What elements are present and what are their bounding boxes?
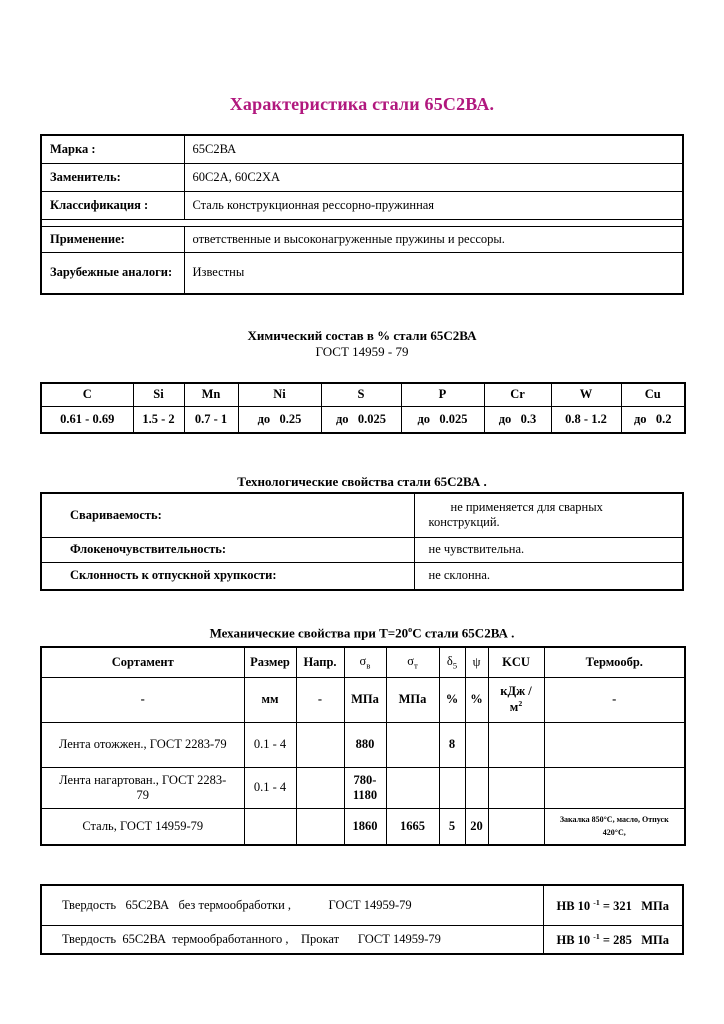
- tech-label-svarivaemost: Свариваемость:: [41, 493, 414, 537]
- table-row: [41, 925, 683, 954]
- table-row: [41, 191, 683, 219]
- mech-header-sortament: Сортамент: [41, 647, 244, 677]
- info-label-klassifikaciya: Классификация :: [41, 191, 184, 219]
- mech-header-delta5: [439, 647, 465, 677]
- mech-row2-delta5: [439, 767, 465, 808]
- chem-section-heading: Химический состав в % стали 65С2ВА: [247, 328, 477, 343]
- chem-header-s: S: [321, 383, 401, 406]
- mech-row1-delta5: 8: [439, 722, 465, 767]
- chem-value-ni: до 0.25: [238, 406, 321, 433]
- hardness-row2-value: [543, 925, 683, 954]
- mech-row2-termoobr: [544, 767, 685, 808]
- mech-heading-degree: о: [408, 625, 413, 634]
- delta-symbol: δ: [446, 654, 453, 669]
- mech-section-heading: [40, 625, 684, 641]
- chem-value-w: 0.8 - 1.2: [551, 406, 621, 433]
- mech-row2-sortament: Лента нагартован., ГОСТ 2283-79: [41, 767, 244, 808]
- table-row: [41, 135, 683, 163]
- sigma-symbol: σ: [407, 654, 414, 669]
- tech-value-floken: не чувствительна.: [414, 537, 683, 562]
- hb-prefix: НВ 10: [556, 932, 594, 947]
- mech-row2-psi: [465, 767, 488, 808]
- mech-row2-kcu: [488, 767, 544, 808]
- tech-value-svarivaemost: не применяется для сварных конструкций.: [414, 493, 683, 537]
- kcu-unit-squared: 2: [518, 699, 523, 709]
- info-value-zamenitel: 60С2А, 60С2ХА: [184, 163, 683, 191]
- sigma-symbol: σ: [359, 654, 367, 669]
- tech-value-hrupkost: не склонна.: [414, 562, 683, 590]
- chem-composition-table: [40, 382, 686, 434]
- chem-header-cr: Cr: [484, 383, 551, 406]
- mech-unit-delta5: %: [439, 677, 465, 722]
- info-label-primenenie: Применение:: [41, 226, 184, 252]
- mech-unit-razmer: мм: [244, 677, 296, 722]
- chem-value-cr: до 0.3: [484, 406, 551, 433]
- hardness-row1-value: [543, 885, 683, 925]
- mech-row1-termoobr: [544, 722, 685, 767]
- mech-header-sigma-t: [386, 647, 439, 677]
- mech-header-row: [41, 647, 685, 677]
- kcu-unit-m: м: [509, 700, 519, 715]
- mech-row1-razmer: 0.1 - 4: [244, 722, 296, 767]
- chem-header-row: [41, 383, 685, 406]
- chem-value-c: 0.61 - 0.69: [41, 406, 133, 433]
- sigma-v-subscript: в: [366, 660, 371, 671]
- mech-row1-sigma-v: 880: [344, 722, 386, 767]
- kcu-unit-line1: кДж /: [500, 684, 532, 699]
- chem-header-mn: Mn: [184, 383, 238, 406]
- chem-header-ni: Ni: [238, 383, 321, 406]
- delta-subscript: 5: [452, 660, 458, 671]
- mech-header-kcu: KCU: [488, 647, 544, 677]
- mech-unit-napr: -: [296, 677, 344, 722]
- info-label-marka: Марка :: [41, 135, 184, 163]
- mech-header-termoobr: Термообр.: [544, 647, 685, 677]
- chem-header-cu: Cu: [621, 383, 685, 406]
- tech-section-heading: Технологические свойства стали 65С2ВА .: [237, 474, 487, 489]
- hb-exponent: -1: [593, 897, 600, 907]
- info-value-marka: 65С2ВА: [184, 135, 683, 163]
- chem-header-p: P: [401, 383, 484, 406]
- sigma-t-subscript: т: [413, 660, 418, 671]
- mech-unit-kcu: [488, 677, 544, 722]
- chem-value-si: 1.5 - 2: [133, 406, 184, 433]
- mech-row2-sigma-v: 780-1180: [344, 767, 386, 808]
- mech-unit-sortament: -: [41, 677, 244, 722]
- table-row: [41, 163, 683, 191]
- mech-row3-napr: [296, 808, 344, 845]
- mech-row3-kcu: [488, 808, 544, 845]
- hardness-row1-desc: Твердость 65С2ВА без термообработки , ГОСТ 14959-79: [41, 885, 543, 925]
- tech-properties-table: [40, 492, 684, 591]
- steel-info-table: [40, 134, 684, 295]
- table-row: [41, 537, 683, 562]
- info-value-primenenie: ответственные и высоконагруженные пружины и рессоры.: [184, 226, 683, 252]
- chem-value-s: до 0.025: [321, 406, 401, 433]
- table-row: [41, 808, 685, 845]
- hb-prefix: НВ 10: [556, 898, 594, 913]
- chem-header-c: C: [41, 383, 133, 406]
- page-title: Характеристика стали 65С2ВА.: [229, 94, 495, 114]
- mech-unit-sigma-v: МПа: [344, 677, 386, 722]
- mech-header-napr: Напр.: [296, 647, 344, 677]
- tech-label-hrupkost: Склонность к отпускной хрупкости:: [41, 562, 414, 590]
- hb-value: = 321 МПа: [599, 898, 670, 913]
- mech-unit-sigma-t: МПа: [386, 677, 439, 722]
- table-row: [41, 562, 683, 590]
- mech-header-razmer: Размер: [244, 647, 296, 677]
- info-label-analogi: Зарубежные аналоги:: [41, 252, 184, 294]
- mech-row1-psi: [465, 722, 488, 767]
- separator-cell: [41, 219, 683, 226]
- hb-exponent: -1: [593, 931, 600, 941]
- mech-row1-sortament: Лента отожжен., ГОСТ 2283-79: [41, 722, 244, 767]
- mech-heading-prefix: Механические свойства при Т=20: [209, 625, 409, 641]
- chem-header-si: Si: [133, 383, 184, 406]
- mech-row3-psi: 20: [465, 808, 488, 845]
- tech-label-floken: Флокеночувствительность:: [41, 537, 414, 562]
- table-row: [41, 885, 683, 925]
- chem-value-mn: 0.7 - 1: [184, 406, 238, 433]
- mech-row1-napr: [296, 722, 344, 767]
- mech-unit-termoobr: -: [544, 677, 685, 722]
- mech-row1-kcu: [488, 722, 544, 767]
- table-row: [41, 722, 685, 767]
- mech-header-psi: ψ: [465, 647, 488, 677]
- table-row: [41, 226, 683, 252]
- mech-row3-razmer: [244, 808, 296, 845]
- hb-value: = 285 МПа: [599, 932, 670, 947]
- mech-unit-psi: %: [465, 677, 488, 722]
- mech-row2-sigma-t: [386, 767, 439, 808]
- mech-row2-napr: [296, 767, 344, 808]
- info-label-zamenitel: Заменитель:: [41, 163, 184, 191]
- chem-values-row: [41, 406, 685, 433]
- hardness-table: [40, 884, 684, 955]
- mech-row3-sigma-t: 1665: [386, 808, 439, 845]
- table-row: [41, 767, 685, 808]
- mech-heading-suffix: С стали 65С2ВА .: [412, 625, 515, 641]
- separator-row: [41, 219, 683, 226]
- chem-section-gost: ГОСТ 14959 - 79: [315, 344, 409, 359]
- chem-header-w: W: [551, 383, 621, 406]
- mech-row3-delta5: 5: [439, 808, 465, 845]
- mech-header-sigma-v: [344, 647, 386, 677]
- table-row: [41, 493, 683, 537]
- chem-value-cu: до 0.2: [621, 406, 685, 433]
- hardness-row2-desc: Твердость 65С2ВА термообработанного , Прокат ГОСТ 14959-79: [41, 925, 543, 954]
- mech-row1-sigma-t: [386, 722, 439, 767]
- chem-value-p: до 0.025: [401, 406, 484, 433]
- mech-units-row: [41, 677, 685, 722]
- info-value-analogi: Известны: [184, 252, 683, 294]
- mech-row3-sortament: Сталь, ГОСТ 14959-79: [41, 808, 244, 845]
- table-row: [41, 252, 683, 294]
- mech-row2-razmer: 0.1 - 4: [244, 767, 296, 808]
- mech-row3-sigma-v: 1860: [344, 808, 386, 845]
- mech-properties-table: [40, 646, 686, 846]
- mech-row3-termoobr: Закалка 850°С, масло, Отпуск 420°С,: [544, 808, 685, 845]
- info-value-klassifikaciya: Сталь конструкционная рессорно-пружинная: [184, 191, 683, 219]
